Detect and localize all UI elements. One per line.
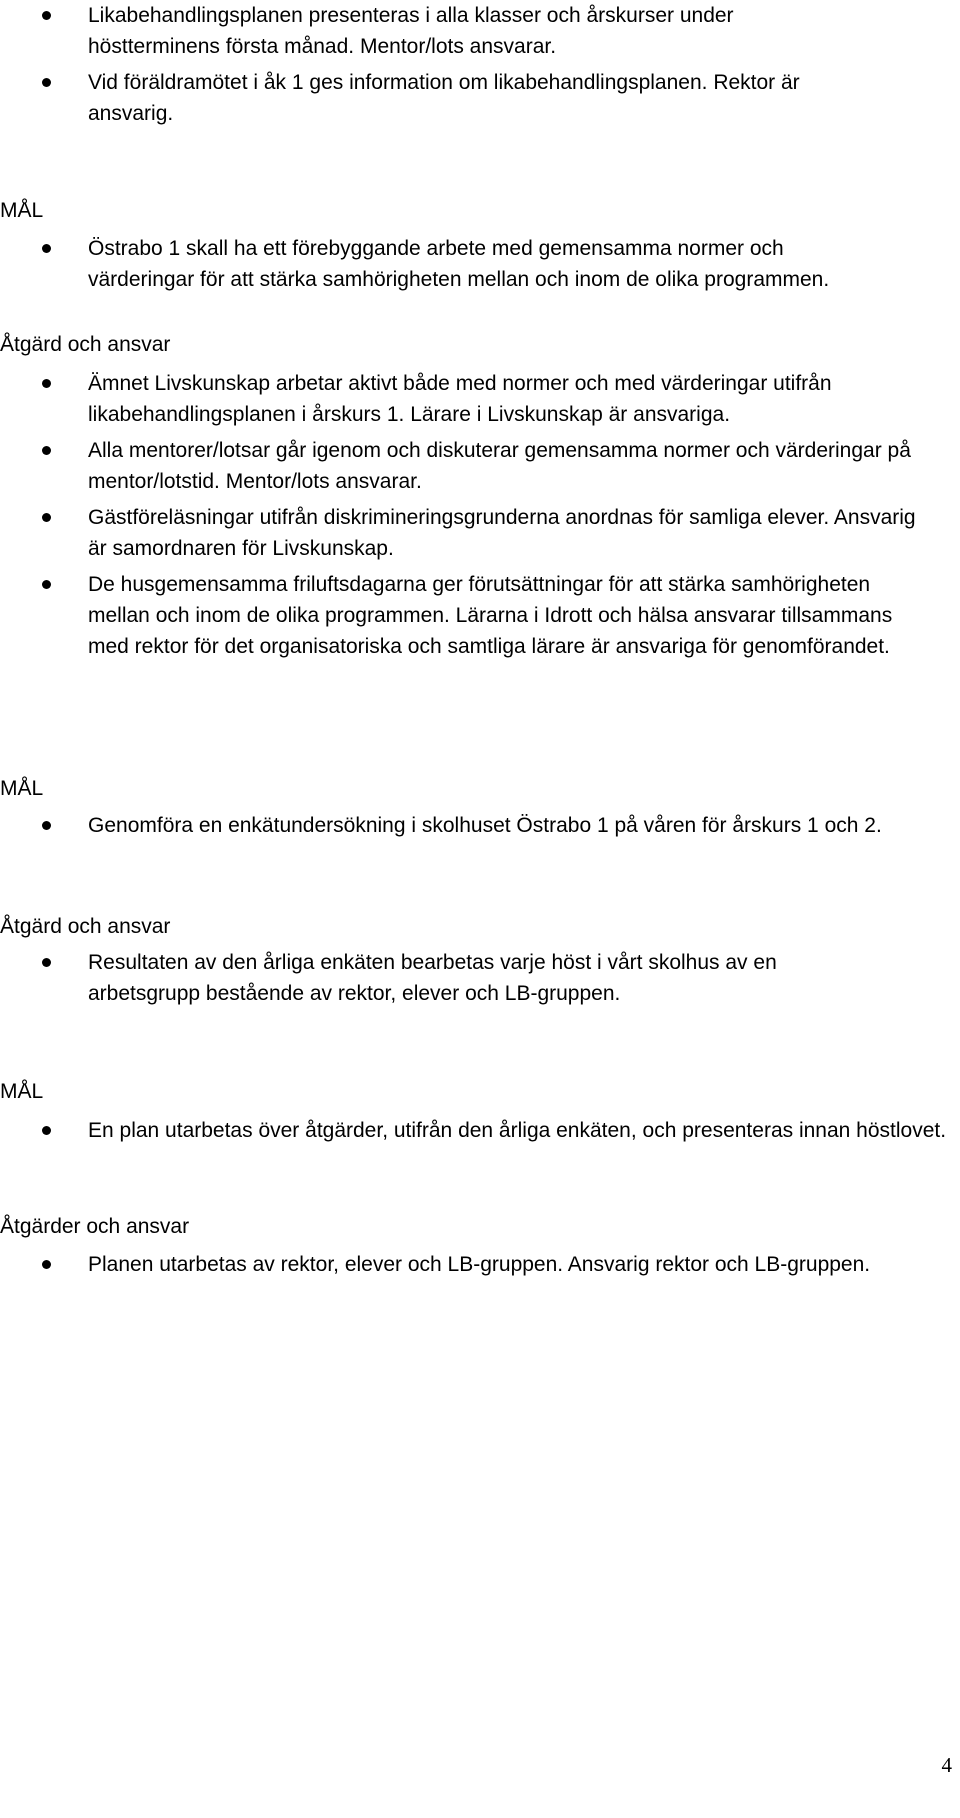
action-heading: Åtgärd och ansvar — [0, 915, 171, 938]
bullet-icon — [42, 379, 51, 388]
bullet-icon — [42, 580, 51, 589]
list-item — [0, 368, 920, 430]
list-item-text: Planen utarbetas av rektor, elever och LB-gruppen. Ansvarig rektor och LB-gruppen. — [88, 1253, 871, 1276]
list-item-text: Alla mentorer/lotsar går igenom och diskuterar gemensamma normer och värderingar på mentor/lotstid. Mentor/lots ansvarar. — [88, 439, 911, 493]
bullet-icon — [42, 821, 51, 830]
list-item-text: Gästföreläsningar utifrån diskrimineringsgrunderna anordnas för samliga elever. Ansvarig är samordnaren för Livskunskap. — [88, 506, 916, 560]
list-item-text: En plan utarbetas över åtgärder, utifrån den årliga enkäten, och presenteras innan höstlovet. — [88, 1119, 947, 1142]
goal-heading: MÅL — [0, 199, 44, 222]
list-item — [0, 233, 840, 295]
list-item-text: Ämnet Livskunskap arbetar aktivt både med normer och med värderingar utifrån likabehandlingsplanen i årskurs 1. Lärare i Livskunskap är ansvariga. — [88, 372, 832, 426]
action-bullet-list — [0, 947, 880, 1014]
goal-heading: MÅL — [0, 777, 44, 800]
list-item — [0, 569, 920, 662]
goal-bullet-list — [0, 810, 960, 846]
bullet-icon — [42, 11, 51, 20]
action-heading: Åtgärder och ansvar — [0, 1215, 190, 1238]
bullet-icon — [42, 513, 51, 522]
action-bullet-list — [0, 1249, 890, 1285]
goal-heading: MÅL — [0, 1080, 44, 1103]
list-item — [0, 67, 800, 129]
list-item-text: De husgemensamma friluftsdagarna ger förutsättningar för att stärka samhörigheten mellan och inom de olika programmen. Lärarna i Idrott och hälsa ansvarar tillsammans med rektor för det organisatoriska och samtliga lärare är ansvariga för genomförandet. — [88, 573, 893, 658]
list-item — [0, 502, 920, 564]
page-number: 4 — [941, 1753, 952, 1777]
bullet-icon — [42, 244, 51, 253]
list-item — [0, 1115, 960, 1146]
bullet-icon — [42, 1126, 51, 1135]
bullet-icon — [42, 446, 51, 455]
list-item — [0, 0, 800, 62]
bullet-icon — [42, 958, 51, 967]
list-item-text: Vid föräldramötet i åk 1 ges information om likabehandlingsplanen. Rektor är ansvarig. — [88, 71, 800, 125]
list-item-text: Östrabo 1 skall ha ett förebyggande arbete med gemensamma normer och värderingar för att stärka samhörigheten mellan och inom de olika programmen. — [88, 237, 830, 291]
list-item — [0, 947, 880, 1009]
bullet-icon — [42, 1260, 51, 1269]
list-item-text: Genomföra en enkätundersökning i skolhuset Östrabo 1 på våren för årskurs 1 och 2. — [88, 814, 882, 837]
action-heading: Åtgärd och ansvar — [0, 333, 171, 356]
intro-bullet-list — [0, 0, 800, 134]
action-bullet-list — [0, 368, 920, 667]
list-item — [0, 810, 960, 841]
goal-bullet-list — [0, 1115, 960, 1151]
goal-bullet-list — [0, 233, 840, 300]
bullet-icon — [42, 78, 51, 87]
list-item-text: Resultaten av den årliga enkäten bearbetas varje höst i vårt skolhus av en arbetsgrupp bestående av rektor, elever och LB-gruppen. — [88, 951, 777, 1005]
list-item — [0, 435, 920, 497]
list-item-text: Likabehandlingsplanen presenteras i alla klasser och årskurser under höstterminens första månad. Mentor/lots ansvarar. — [88, 4, 734, 58]
list-item — [0, 1249, 890, 1280]
